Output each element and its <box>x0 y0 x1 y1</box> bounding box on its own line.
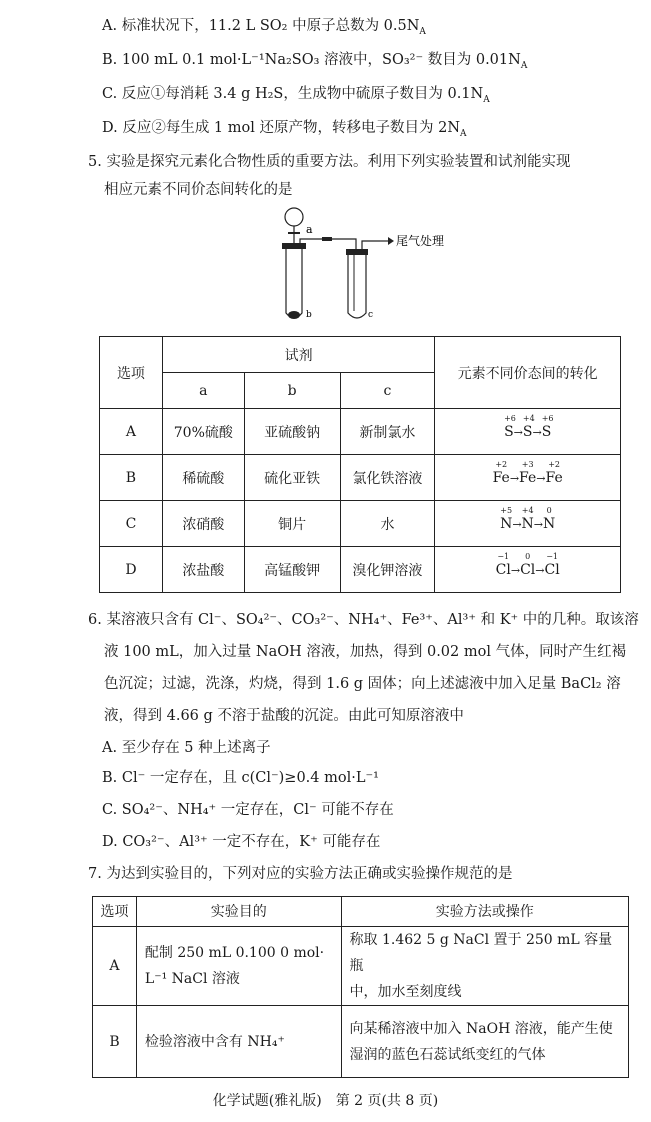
conversion-chain: +5 N→ +4 N→ 0 N <box>435 501 621 547</box>
table-row <box>100 455 621 501</box>
q4-option-c: C. 反应①每消耗 3.4 g H₂S，生成物中硫原子数目为 $0.1N_A$ <box>102 86 490 105</box>
label-a: a <box>306 223 313 236</box>
table-row <box>100 501 621 547</box>
conversion-chain: +2 Fe→ +3 Fe→ +2 Fe <box>435 455 621 501</box>
q5-stem-line2: 相应元素不同价态间转化的是 <box>104 182 293 198</box>
conversion-chain: −1 Cl→ 0 Cl→ −1 Cl <box>435 547 621 593</box>
q7-stem: 7. 为达到实验目的，下列对应的实验方法正确或实验操作规范的是 <box>88 866 513 882</box>
table-row <box>100 547 621 593</box>
header-a: a <box>162 373 244 409</box>
table-row <box>93 1006 629 1078</box>
purpose-cell: 检验溶液中含有 NH₄⁺ <box>136 1006 341 1078</box>
q6-stem-line4: 液，得到 4.66 g 不溶于盐酸的沉淀。由此可知原溶液中 <box>104 708 464 724</box>
table-row <box>93 927 629 1006</box>
q6-stem-line3: 色沉淀；过滤，洗涤，灼烧，得到 1.6 g 固体；向上述滤液中加入足量 BaCl₂ 溶 <box>104 676 621 692</box>
conversion-chain: +6 S→ +4 S→ +6 S <box>435 409 621 455</box>
row-option: A <box>93 927 137 1006</box>
header-option: 选项 <box>100 337 163 409</box>
reagent-b: 亚硫酸钠 <box>244 409 340 455</box>
apparatus-diagram <box>270 203 450 325</box>
purpose-cell: 配制 250 mL 0.100 0 mol· L⁻¹ NaCl 溶液 <box>136 927 341 1006</box>
q6-option-a: A. 至少存在 5 种上述离子 <box>102 740 271 756</box>
header-b: b <box>244 373 340 409</box>
reagent-c: 氯化铁溶液 <box>340 455 435 501</box>
header-c: c <box>340 373 435 409</box>
reagent-a: 浓盐酸 <box>162 547 244 593</box>
reagent-b: 铜片 <box>244 501 340 547</box>
reagent-a: 稀硫酸 <box>162 455 244 501</box>
header-option: 选项 <box>93 897 137 927</box>
header-purpose: 实验目的 <box>136 897 341 927</box>
label-tail-gas: 尾气处理 <box>396 234 445 248</box>
method-cell: 称取 1.462 5 g NaCl 置于 250 mL 容量瓶 中，加水至刻度线 <box>341 927 628 1006</box>
reagent-a: 浓硝酸 <box>162 501 244 547</box>
reagent-c: 水 <box>340 501 435 547</box>
reagent-b: 硫化亚铁 <box>244 455 340 501</box>
q6-option-b: B. Cl⁻ 一定存在，且 c(Cl⁻)≥0.4 mol·L⁻¹ <box>102 770 379 786</box>
q4-option-d: D. 反应②每生成 1 mol 还原产物，转移电子数目为 $2N_A$ <box>102 120 467 139</box>
table-row <box>100 409 621 455</box>
q6-stem-line1: 6. 某溶液只含有 Cl⁻、SO₄²⁻、CO₃²⁻、NH₄⁺、Fe³⁺、Al³⁺ 和 K⁺ 中的几种。取该溶 <box>88 612 639 628</box>
row-option: B <box>100 455 163 501</box>
q7-table <box>92 896 629 1078</box>
label-c: c <box>368 310 374 320</box>
reagent-c: 溴化钾溶液 <box>340 547 435 593</box>
reagent-c: 新制氯水 <box>340 409 435 455</box>
q4-option-b: B. 100 mL 0.1 mol·L⁻¹Na₂SO₃ 溶液中，SO₃²⁻ 数目为 $0.01N_A$ <box>102 52 528 71</box>
q5-stem-line1: 5. 实验是探究元素化合物性质的重要方法。利用下列实验装置和试剂能实现 <box>88 154 571 170</box>
q6-option-c: C. SO₄²⁻、NH₄⁺ 一定存在，Cl⁻ 可能不存在 <box>102 802 394 818</box>
row-option: A <box>100 409 163 455</box>
q6-option-d: D. CO₃²⁻、Al³⁺ 一定不存在，K⁺ 可能存在 <box>102 834 381 850</box>
method-cell: 向某稀溶液中加入 NaOH 溶液，能产生使 湿润的蓝色石蕊试纸变红的气体 <box>341 1006 628 1078</box>
q4-option-a: A. 标准状况下，11.2 L SO₂ 中原子总数为 $0.5N_A$ <box>102 18 426 37</box>
header-conversion: 元素不同价态间的转化 <box>435 337 621 409</box>
reagent-b: 高锰酸钾 <box>244 547 340 593</box>
q6-stem-line2: 液 100 mL，加入过量 NaOH 溶液，加热，得到 0.02 mol 气体，同时产生红褐 <box>104 644 627 660</box>
header-reagent: 试剂 <box>162 337 434 373</box>
header-method: 实验方法或操作 <box>341 897 628 927</box>
page-footer: 化学试题(雅礼版) 第 2 页(共 8 页) <box>212 1093 439 1109</box>
reagent-a: 70%硫酸 <box>162 409 244 455</box>
label-b: b <box>306 310 312 320</box>
row-option: C <box>100 501 163 547</box>
row-option: D <box>100 547 163 593</box>
row-option: B <box>93 1006 137 1078</box>
q5-table <box>99 336 621 593</box>
